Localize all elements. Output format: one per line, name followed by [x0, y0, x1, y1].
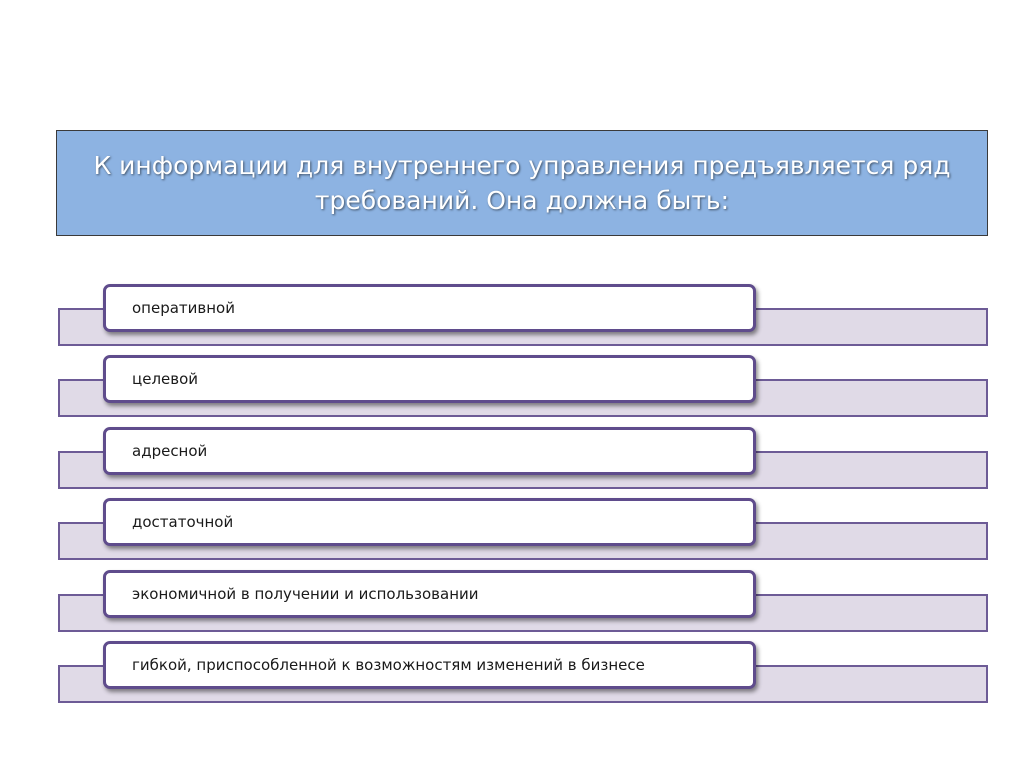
requirement-row	[0, 641, 1024, 711]
title-box	[56, 130, 988, 236]
requirement-label: достаточной	[132, 513, 234, 531]
requirement-row	[0, 427, 1024, 497]
requirement-item	[103, 284, 756, 332]
requirement-label: экономичной в получении и использовании	[132, 585, 479, 603]
requirement-row	[0, 498, 1024, 568]
requirement-item	[103, 570, 756, 618]
slide-title: К информации для внутреннего управления предъявляется ряд требований. Она должна быть:	[93, 151, 951, 215]
requirement-item	[103, 498, 756, 546]
requirement-row	[0, 355, 1024, 425]
requirement-item	[103, 641, 756, 689]
requirement-row	[0, 284, 1024, 354]
requirement-label: адресной	[132, 442, 208, 460]
requirement-label: целевой	[132, 370, 199, 388]
requirement-row	[0, 570, 1024, 640]
requirement-item	[103, 427, 756, 475]
requirement-item	[103, 355, 756, 403]
requirement-label: оперативной	[132, 299, 235, 317]
requirement-label: гибкой, приспособленной к возможностям изменений в бизнесе	[132, 656, 645, 674]
